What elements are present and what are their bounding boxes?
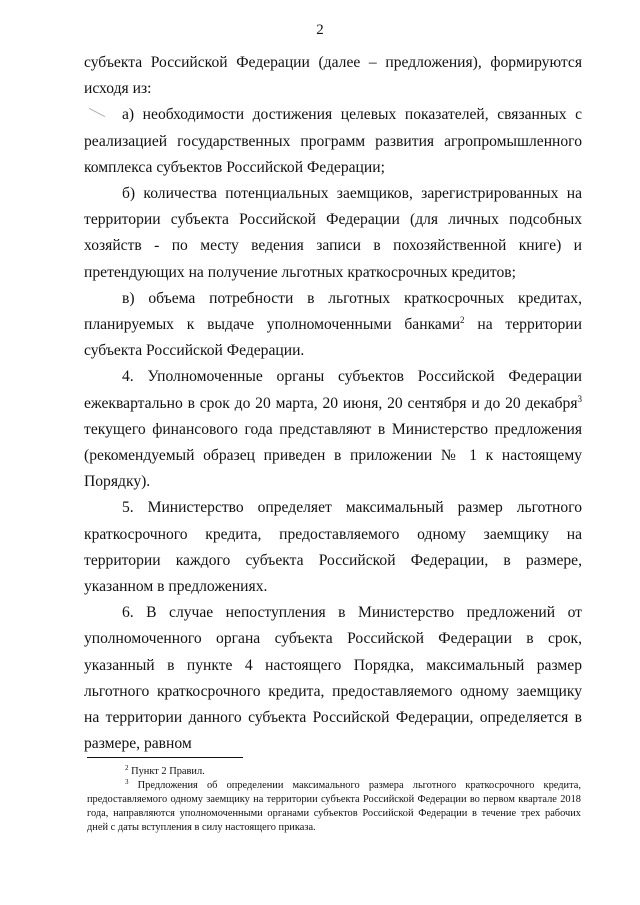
footnote-ref-3: 3 (577, 393, 582, 404)
paragraph-4 (84, 364, 582, 495)
paragraph-item-v (84, 286, 582, 365)
footnotes (87, 765, 581, 835)
page-number: 2 (316, 22, 324, 38)
paragraph-5: 5. Министерство определяет максимальный размер льготного краткосрочного кредита, предоставляемого одному заемщику на территории каждого субъекта Российской Федерации, в размере, указанном в предложениях. (84, 499, 582, 596)
paragraph-4-text: 4. Уполномоченные органы субъектов Российской Федерации ежеквартально в срок до 20 марта, 20 июня, 20 сентября и до 20 декабря (84, 368, 582, 412)
paragraph-item-v-text: в) объема потребности в льготных краткосрочных кредитах, планируемых к выдаче уполномоченными банками (84, 289, 582, 334)
paragraph-item-a: а) необходимости достижения целевых показателей, связанных с реализацией государственных программ развития агропромышленного комплекса субъектов Российской Федерации; (84, 106, 582, 176)
paragraph-item-v-text-end: на территории субъекта Российской Федерации. (84, 316, 582, 360)
paragraph-4-text-end: текущего финансового года представляют в Министерство предложения (рекомендуемый образец приведен в приложении № 1 к настоящему Порядку). (84, 420, 582, 491)
footnote-3-text: Предложения об определении максимального размера льготного краткосрочного кредита, предоставляемого одному заемщику на территории субъекта Российской Федерации во первом квартале 2018 года, направляются уполномоченными органами субъектов Российской Федерации в течение трех рабочих дней с даты вступления в силу настоящего приказа. (87, 780, 581, 833)
footnote-ref-2: 2 (460, 315, 465, 326)
paragraph-intro: субъекта Российской Федерации (далее – предложения), формируются исходя из: (84, 54, 582, 98)
footnote-2-text: Пункт 2 Правил. (128, 766, 205, 777)
document-body (84, 50, 582, 757)
footnote-separator (87, 757, 243, 758)
footnote-mark-3: 3 (125, 778, 129, 786)
paragraph-6: 6. В случае непоступления в Министерство предложений от уполномоченного органа субъекта Российской Федерации в срок, указанный в пункте 4 настоящего Порядка, максимальный размер льготного краткосрочного кредита, предоставляемого одному заемщику на территории данного субъекта Российской Федерации, определяется в размере, равном (84, 604, 582, 753)
footnote-mark-2: 2 (125, 764, 129, 772)
paragraph-item-b: б) количества потенциальных заемщиков, зарегистрированных на территории субъекта Российской Федерации (для личных подсобных хозяйств - по месту ведения записи в похозяйственной книге) и претендующих на получение льготных краткосрочных кредитов; (84, 185, 582, 281)
footnote-3 (87, 779, 581, 835)
footnote-2 (87, 765, 581, 779)
